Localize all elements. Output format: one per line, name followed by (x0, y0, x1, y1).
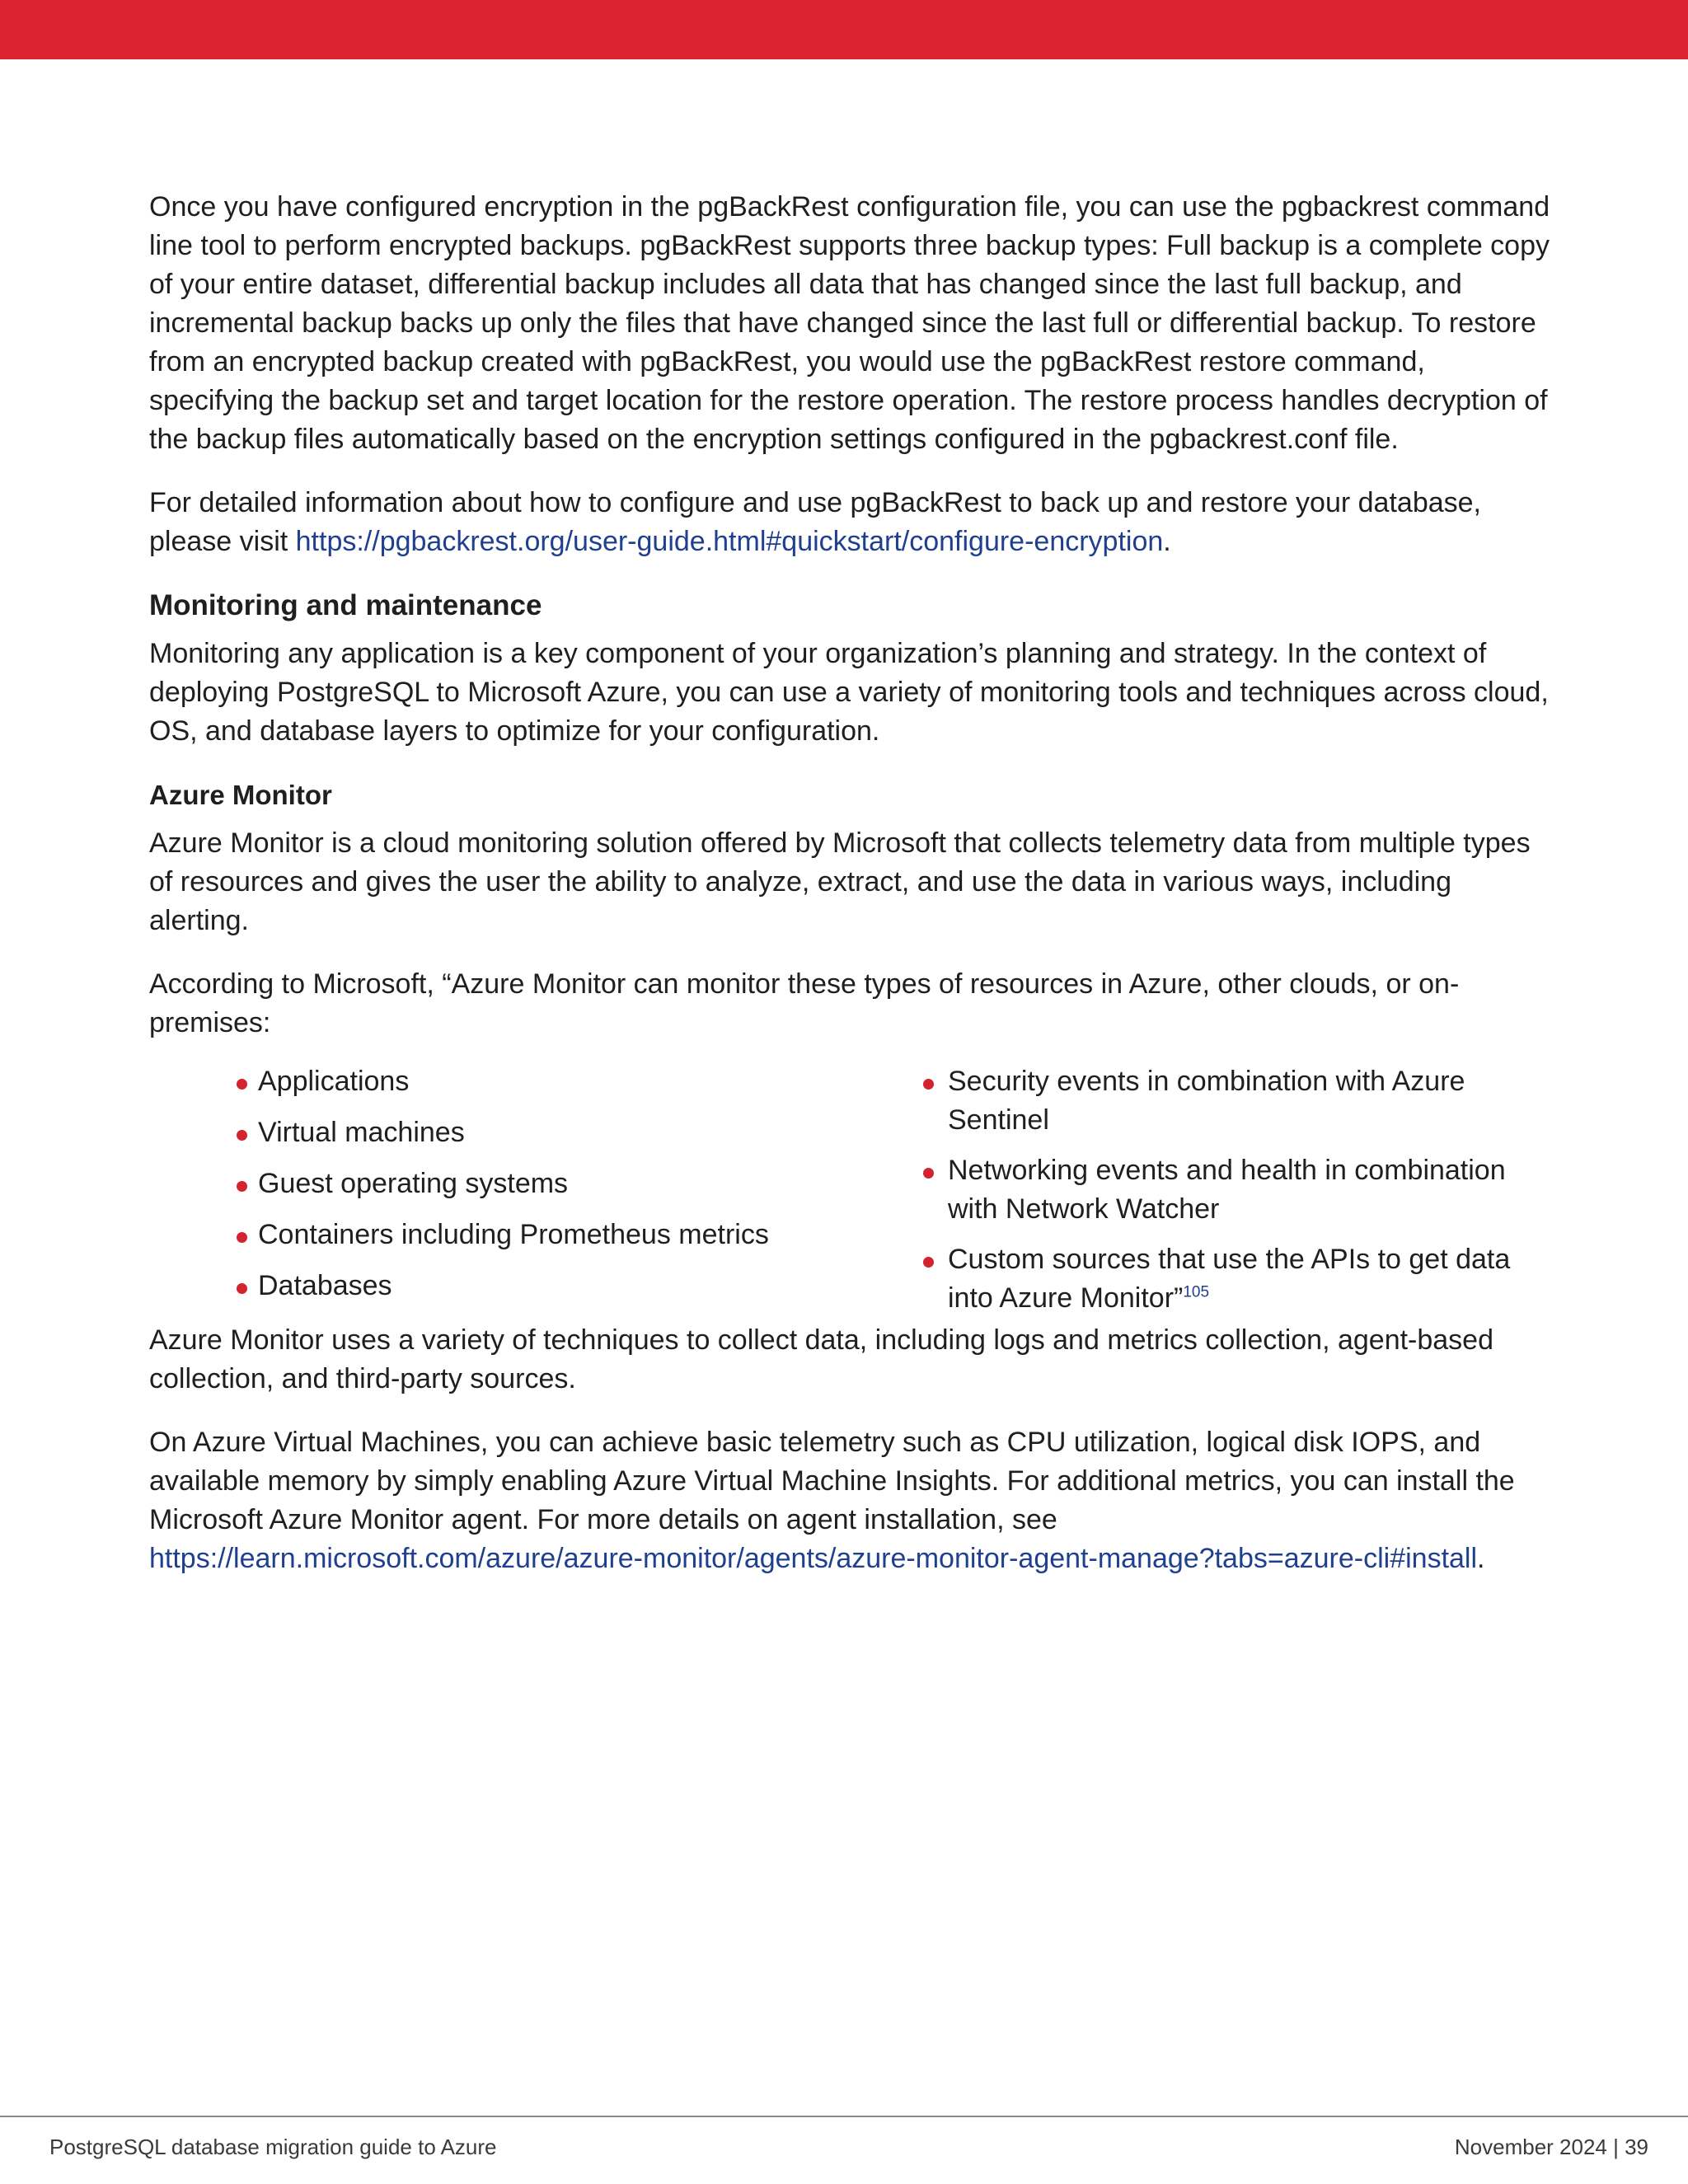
list-item (237, 1216, 814, 1254)
azure-monitor-paragraph-4 (149, 1423, 1550, 1578)
intro-paragraph-2 (149, 484, 1550, 561)
top-accent-bar (0, 0, 1688, 59)
resource-list-right (923, 1062, 1550, 1329)
intro-paragraph-2-end: . (1163, 526, 1171, 557)
azure-monitor-paragraph-4-end: . (1477, 1543, 1485, 1574)
list-item-label: Containers including Prometheus metrics (258, 1219, 769, 1250)
monitoring-paragraph: Monitoring any application is a key component of your organization’s planning and strategy. In the context of deploying PostgreSQL to Microsoft Azure, you can use a variety of monitoring tools and techniques across cloud, OS, and database layers to optimize for your configuration. (149, 638, 1549, 747)
list-item (237, 1113, 814, 1152)
bullet-icon (237, 1130, 247, 1141)
azure-monitor-heading: Azure Monitor (149, 780, 332, 810)
intro-paragraph-1: Once you have configured encryption in the pgBackRest configuration file, you can use the pgbackrest command line tool to perform encrypted backups. pgBackRest supports three backup types: Full backup is a complete copy of your entire dataset, differential backup includes all data that has changed since the last full backup, and incremental backup backs up only the files that have changed since the last full or differential backup. To restore from an encrypted backup created with pgBackRest, you would use the pgBackRest restore command, specifying the backup set and target location for the restore operation. The restore process handles decryption of the backup files automatically based on the encryption settings configured in the pgbackrest.conf file. (149, 191, 1550, 455)
list-item (923, 1062, 1550, 1140)
list-item-label: Databases (258, 1270, 392, 1301)
resource-list-left (237, 1062, 814, 1318)
bullet-icon (237, 1232, 247, 1243)
azure-monitor-paragraph-1: Azure Monitor is a cloud monitoring solution offered by Microsoft that collects telemetry data from multiple types of resources and gives the user the ability to analyze, extract, and use the data in various ways, including alerting. (149, 827, 1531, 936)
bullet-icon (923, 1168, 934, 1179)
bullet-icon (923, 1079, 934, 1090)
list-item-label: Networking events and health in combination with Network Watcher (948, 1155, 1506, 1225)
footer-divider (0, 2116, 1688, 2117)
footer-separator: | (1606, 2135, 1625, 2159)
list-item (923, 1240, 1550, 1318)
list-item (237, 1165, 814, 1203)
footer-document-title: PostgreSQL database migration guide to Azure (49, 2135, 497, 2159)
azure-monitor-paragraph-3: Azure Monitor uses a variety of techniques to collect data, including logs and metrics collection, agent-based collection, and third-party sources. (149, 1324, 1494, 1394)
azure-monitor-agent-link[interactable]: https://learn.microsoft.com/azure/azure-monitor/agents/azure-monitor-agent-manage?tabs=azure-cli#install (149, 1543, 1478, 1574)
list-item-label: Guest operating systems (258, 1168, 569, 1199)
bullet-icon (923, 1257, 934, 1268)
monitoring-heading: Monitoring and maintenance (149, 589, 542, 621)
bullet-icon (237, 1283, 247, 1294)
intro-paragraph-2-text: For detailed information about how to configure and use pgBackRest to back up and restore your database, please visit (149, 487, 1481, 557)
list-item (237, 1267, 814, 1305)
list-item-label: Virtual machines (258, 1117, 465, 1148)
bullet-icon (237, 1079, 247, 1090)
resource-type-lists (149, 1062, 1550, 1314)
page-number: 39 (1625, 2135, 1648, 2159)
list-item-label: Custom sources that use the APIs to get data into Azure Monitor” (948, 1244, 1511, 1314)
footnote-reference[interactable]: 105 (1183, 1283, 1210, 1301)
azure-monitor-paragraph-4-text: On Azure Virtual Machines, you can achieve basic telemetry such as CPU utilization, logical disk IOPS, and available memory by simply enabling Azure Virtual Machine Insights. For additional metrics, you can install the Microsoft Azure Monitor agent. For more details on agent installation, see (149, 1427, 1515, 1535)
footer-date: November 2024 (1454, 2135, 1607, 2159)
list-item (923, 1151, 1550, 1229)
bullet-icon (237, 1181, 247, 1192)
page-content (149, 188, 1550, 1603)
azure-monitor-paragraph-2: According to Microsoft, “Azure Monitor can monitor these types of resources in Azure, other clouds, or on-premises: (149, 968, 1460, 1038)
list-item-label: Applications (258, 1066, 410, 1097)
footer-page-info (1455, 2135, 1648, 2160)
list-item (237, 1062, 814, 1101)
list-item-label: Security events in combination with Azure Sentinel (948, 1066, 1465, 1136)
pgbackrest-guide-link[interactable]: https://pgbackrest.org/user-guide.html#quickstart/configure-encryption (295, 526, 1164, 557)
